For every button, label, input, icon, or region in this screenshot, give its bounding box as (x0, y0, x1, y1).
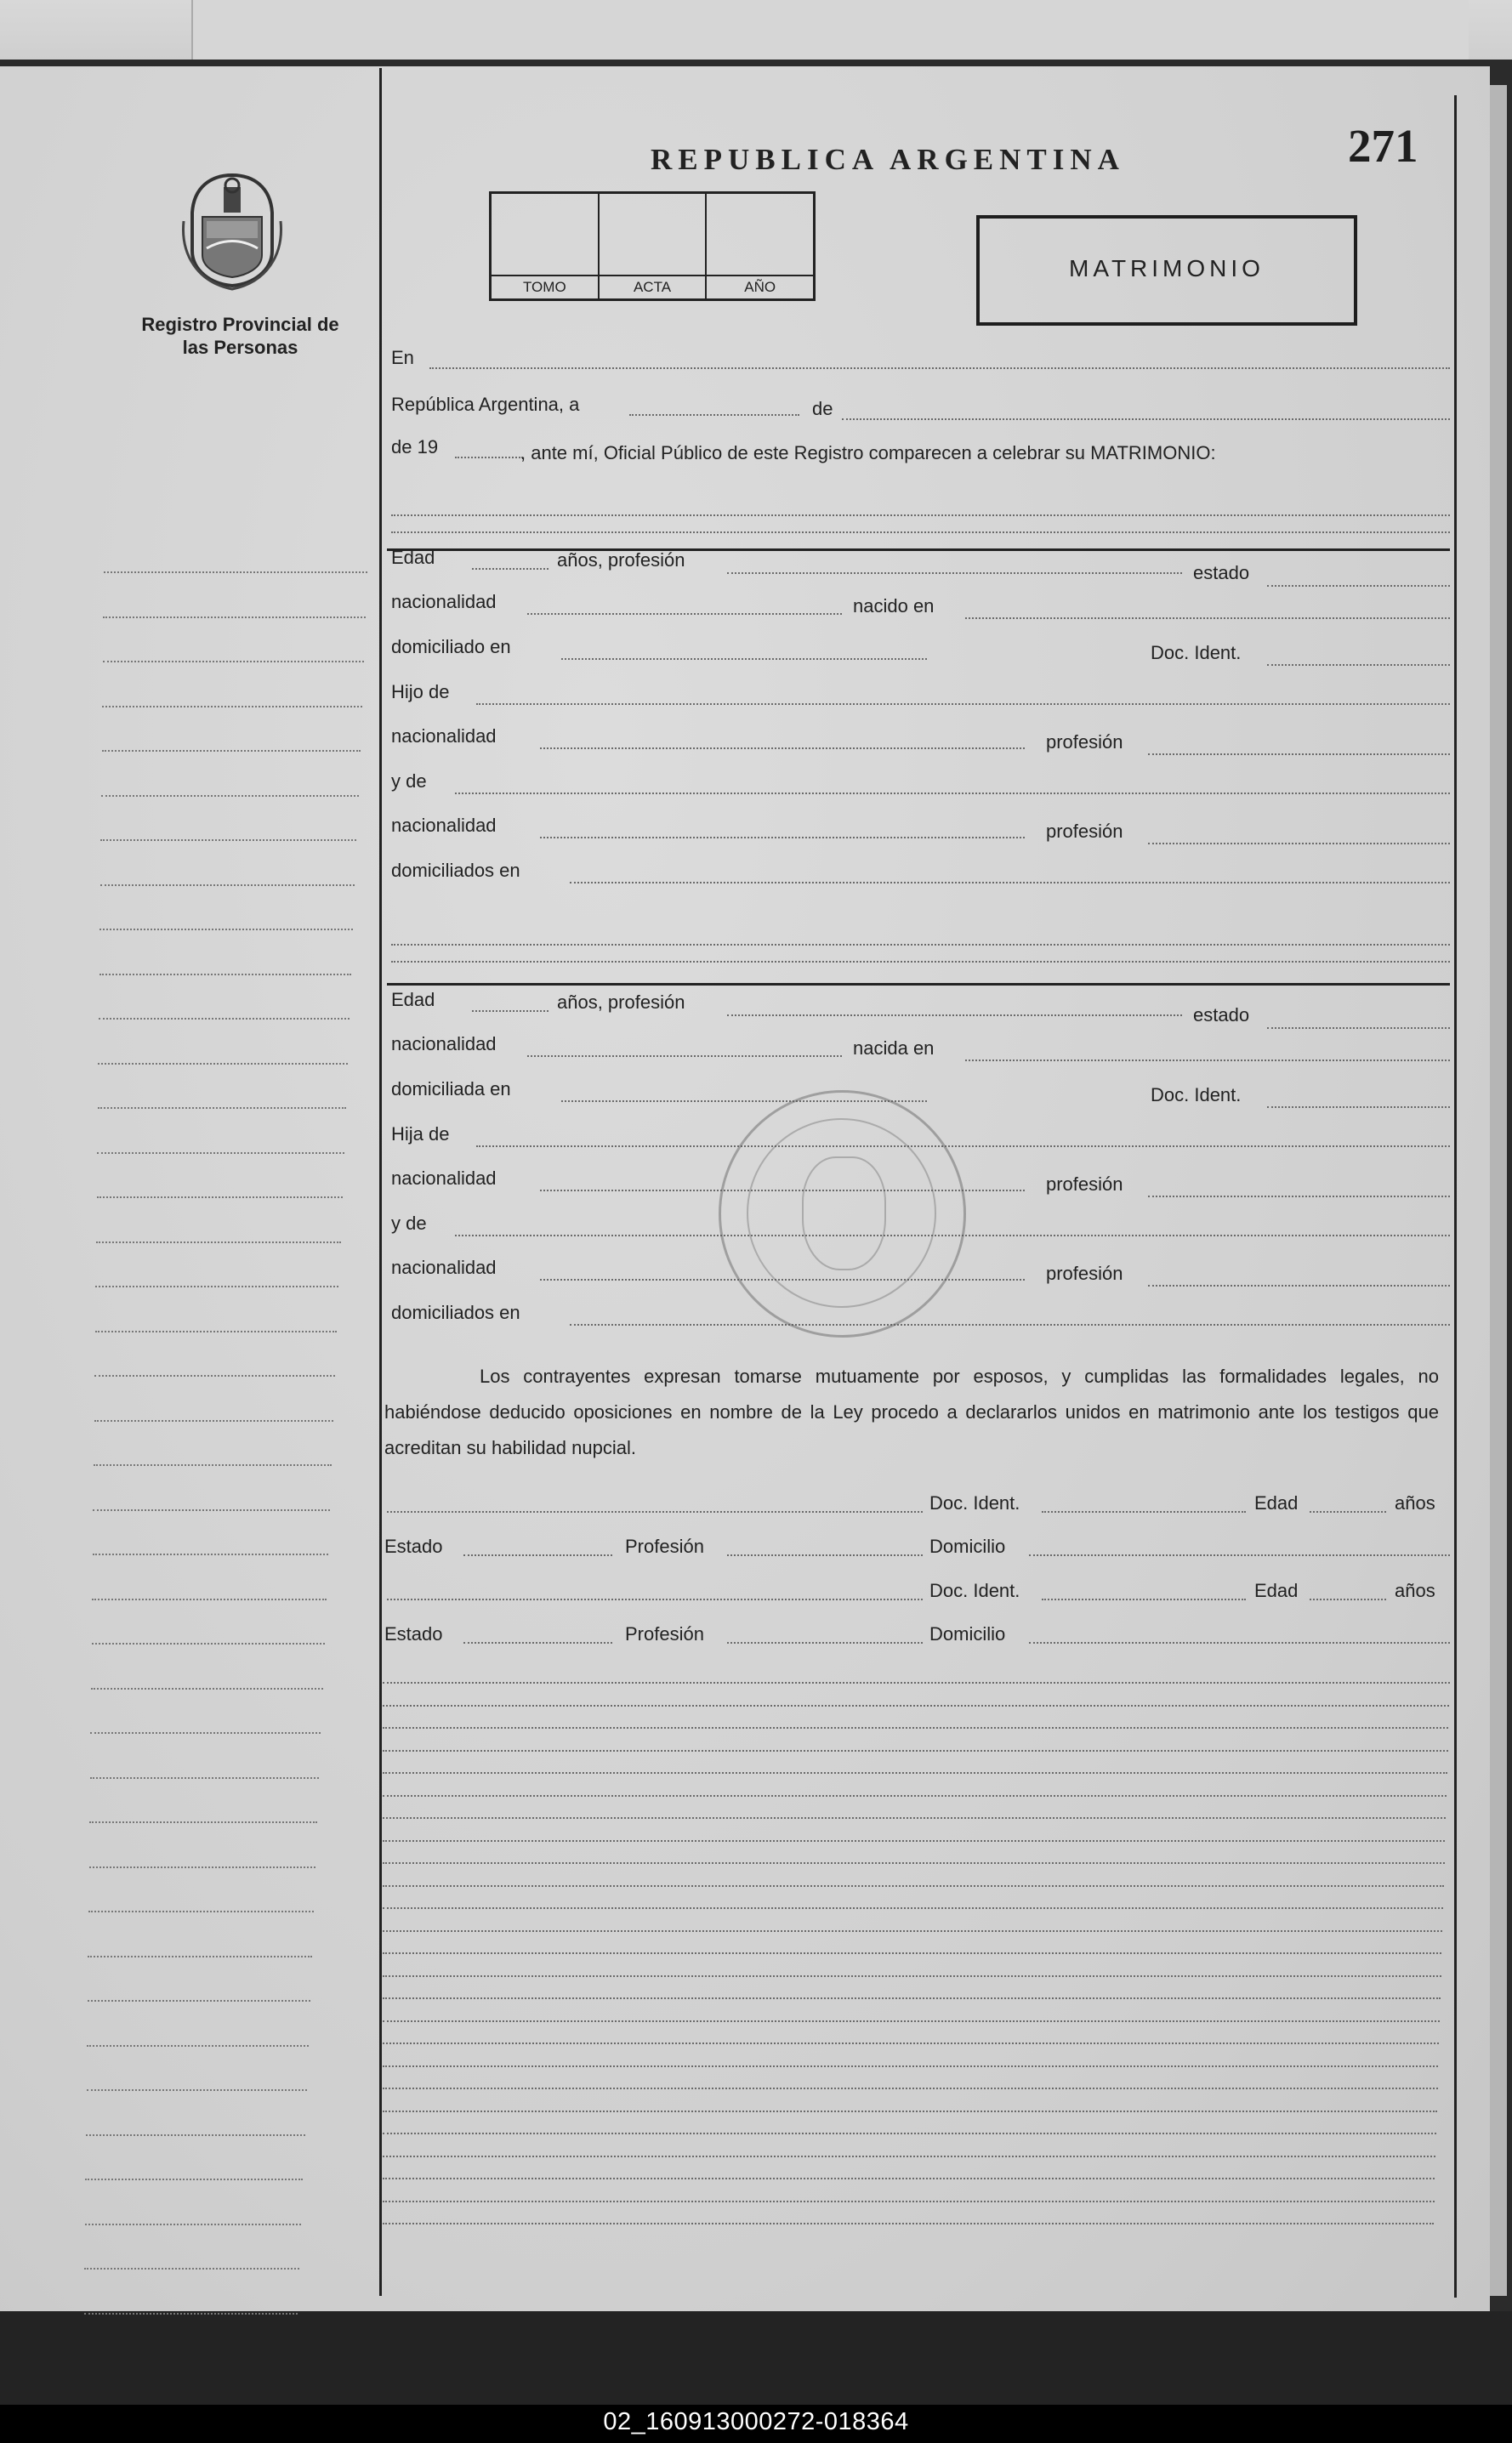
witness-2-domicilio-label: Domicilio (929, 1623, 1006, 1645)
blank-entry-line[interactable] (383, 1862, 1445, 1864)
groom-field-8[interactable] (527, 613, 842, 615)
margin-note-line[interactable] (99, 974, 352, 975)
witness-1-estado-field[interactable] (463, 1554, 612, 1556)
intro-place-field[interactable] (429, 367, 1450, 369)
folio-number: 271 (1348, 120, 1418, 172)
witness-1-domicilio-field[interactable] (1029, 1554, 1450, 1556)
bride-label-nacionalidad: nacionalidad (391, 1033, 497, 1054)
margin-note-line[interactable] (92, 1599, 327, 1600)
intro-date-label: República Argentina, a (391, 394, 580, 415)
margin-note-line[interactable] (94, 1375, 335, 1377)
margin-note-line[interactable] (98, 1107, 346, 1109)
groom-label-nacionalidad: nacionalidad (391, 591, 497, 612)
margin-note-line[interactable] (88, 1911, 314, 1912)
bride-label-anos-profesion: años, profesión (557, 991, 685, 1013)
groom-label-doc-ident: Doc. Ident. (1151, 642, 1242, 663)
margin-note-line[interactable] (84, 2313, 298, 2315)
groom-field-24[interactable] (540, 837, 1025, 838)
bride-label-profesion-1: profesión (1046, 1173, 1123, 1195)
intro-year-field[interactable] (455, 457, 523, 458)
stamp-emblem-icon (802, 1156, 886, 1270)
witness-1-edad-field[interactable] (1310, 1511, 1386, 1513)
intro-year-label: de 19 (391, 436, 439, 457)
margin-note-line[interactable] (85, 2179, 303, 2180)
groom-field-18[interactable] (540, 747, 1025, 749)
right-border-line (1454, 95, 1457, 2298)
blank-entry-line[interactable] (383, 1705, 1449, 1707)
bottom-background (0, 2311, 1512, 2405)
witness-1-estado-label: Estado (384, 1536, 443, 1557)
blank-entry-line[interactable] (383, 1682, 1450, 1684)
bride-field-8[interactable] (527, 1055, 842, 1057)
registry-stamp (719, 1090, 966, 1338)
witness-2-edad-label: Edad (1254, 1580, 1299, 1601)
blank-entry-line[interactable] (383, 2156, 1435, 2157)
blank-entry-line[interactable] (383, 1840, 1445, 1842)
blank-entry-line[interactable] (383, 1907, 1443, 1909)
bride-label-domiciliados-en: domiciliados en (391, 1302, 520, 1323)
blank-entry-line[interactable] (383, 1997, 1441, 1999)
intro-en-label: En (391, 347, 414, 368)
witness-2-estado-label: Estado (384, 1623, 443, 1645)
ano-label: AÑO (707, 275, 813, 298)
intro-extra-line-2[interactable] (391, 531, 1450, 533)
margin-note-line[interactable] (89, 1866, 316, 1868)
declaration-paragraph (384, 1359, 1439, 1466)
bride-field-26[interactable] (1148, 1285, 1450, 1287)
margin-note-line[interactable] (100, 839, 356, 841)
groom-label-profesion-1: profesión (1046, 731, 1123, 753)
intro-day-field[interactable] (629, 414, 799, 416)
margin-note-line[interactable] (101, 795, 359, 797)
groom-label-domiciliados-en: domiciliados en (391, 860, 520, 881)
margin-note-line[interactable] (85, 2224, 302, 2225)
bride-label-hija-de: Hija de (391, 1123, 450, 1145)
bride-field-10[interactable] (965, 1060, 1450, 1061)
bride-label-nacionalidad-3: nacionalidad (391, 1257, 497, 1278)
margin-note-line[interactable] (97, 1196, 343, 1198)
register-reference-box (489, 191, 816, 301)
margin-note-line[interactable] (102, 706, 362, 707)
bride-field-2[interactable] (472, 1010, 549, 1012)
witness-2-doc-field[interactable] (1042, 1599, 1246, 1600)
margin-note-line[interactable] (88, 1956, 312, 1957)
witness-1-domicilio-label: Domicilio (929, 1536, 1006, 1557)
ano-cell[interactable] (707, 194, 813, 298)
blank-entry-line[interactable] (383, 1952, 1441, 1954)
witness-2-doc-label: Doc. Ident. (929, 1580, 1020, 1601)
bride-label-y-de: y de (391, 1213, 427, 1234)
witness-2-edad-field[interactable] (1310, 1599, 1386, 1600)
margin-note-line[interactable] (95, 1331, 338, 1332)
groom-label-estado: estado (1193, 562, 1250, 583)
blank-entry-line[interactable] (383, 2201, 1435, 2202)
intro-month-field[interactable] (842, 418, 1450, 420)
groom-label-y-de: y de (391, 770, 427, 792)
intro-statement: , ante mí, Oficial Público de este Registro comparecen a celebrar su MATRIMONIO: (520, 442, 1216, 463)
intro-de-label: de (812, 398, 833, 419)
blank-entry-line[interactable] (383, 1975, 1441, 1977)
country-title: REPUBLICA ARGENTINA (651, 143, 1125, 176)
tomo-cell[interactable] (492, 194, 600, 298)
margin-note-line[interactable] (86, 2134, 305, 2136)
blank-entry-line[interactable] (383, 1817, 1446, 1819)
margin-note-line[interactable] (97, 1152, 344, 1154)
blank-entry-line[interactable] (383, 2223, 1434, 2224)
groom-label-nacionalidad-3: nacionalidad (391, 815, 497, 836)
declaration-text: Los contrayentes expresan tomarse mutuamente por esposos, y cumplidas las formalidades legales, no habiéndose deducido oposiciones en nombre de la Ley procedo a declararlos unidos en matrimonio ante los testigos que acreditan su habilidad nupcial. (384, 1366, 1439, 1458)
blank-entry-line[interactable] (383, 2088, 1438, 2089)
tomo-label: TOMO (492, 275, 598, 298)
groom-field-2[interactable] (472, 568, 549, 570)
groom-label-nacionalidad-2: nacionalidad (391, 725, 497, 747)
margin-note-line[interactable] (93, 1509, 330, 1511)
act-type-label: MATRIMONIO (1069, 255, 1265, 281)
bride-label-estado: estado (1193, 1004, 1250, 1025)
provincial-seal-icon (177, 170, 287, 291)
groom-field-28[interactable] (570, 882, 1450, 883)
margin-note-line[interactable] (94, 1420, 334, 1422)
margin-note-line[interactable] (100, 884, 355, 886)
blank-entry-line[interactable] (383, 1885, 1444, 1887)
bride-field-14[interactable] (1267, 1106, 1450, 1108)
underlying-sheet (191, 0, 1469, 60)
institution-name: Registro Provincial de las Personas (141, 314, 339, 358)
blank-entry-line[interactable] (383, 1750, 1448, 1752)
groom-field-20[interactable] (1148, 753, 1450, 755)
bride-label-domiciliada-en: domiciliada en (391, 1078, 511, 1099)
margin-note-line[interactable] (89, 1821, 317, 1823)
groom-label-hijo-de: Hijo de (391, 681, 450, 702)
groom-field-6[interactable] (1267, 585, 1450, 587)
groom-label-profesion-2: profesión (1046, 821, 1123, 842)
margin-note-line[interactable] (103, 616, 366, 618)
witness-2-name-field[interactable] (387, 1599, 923, 1600)
groom-label-edad: Edad (391, 547, 435, 568)
blank-entry-line[interactable] (383, 2020, 1440, 2022)
bride-label-edad: Edad (391, 989, 435, 1010)
groom-label-nacido-en: nacido en (853, 595, 935, 616)
margin-note-line[interactable] (102, 750, 361, 752)
bride-label-doc-ident: Doc. Ident. (1151, 1084, 1242, 1105)
blank-entry-line[interactable] (383, 1795, 1447, 1797)
witness-2-profesion-label: Profesión (625, 1623, 704, 1645)
groom-extra-line[interactable] (391, 944, 1450, 946)
groom-field-12[interactable] (561, 658, 927, 660)
margin-note-line[interactable] (87, 2089, 307, 2091)
groom-field-14[interactable] (1267, 664, 1450, 666)
groom-field-4[interactable] (727, 572, 1182, 574)
witness-1-doc-field[interactable] (1042, 1511, 1246, 1513)
margin-note-line[interactable] (88, 2000, 310, 2002)
blank-entry-line[interactable] (383, 2111, 1437, 2112)
blank-entry-line[interactable] (383, 2042, 1439, 2044)
witness-1-edad-label: Edad (1254, 1492, 1299, 1514)
left-column-divider (379, 68, 382, 2296)
bride-field-6[interactable] (1267, 1027, 1450, 1029)
margin-note-line[interactable] (91, 1688, 323, 1690)
intro-extra-line[interactable] (391, 514, 1450, 516)
bride-field-4[interactable] (727, 1014, 1182, 1016)
bride-label-profesion-2: profesión (1046, 1263, 1123, 1284)
margin-note-line[interactable] (99, 929, 353, 930)
blank-entry-line[interactable] (383, 2178, 1435, 2179)
groom-label-anos-profesion: años, profesión (557, 549, 685, 571)
margin-note-line[interactable] (87, 2045, 309, 2047)
margin-note-line[interactable] (95, 1286, 338, 1287)
groom-field-22[interactable] (455, 793, 1450, 794)
acta-cell[interactable] (600, 194, 708, 298)
witness-1-doc-label: Doc. Ident. (929, 1492, 1020, 1514)
act-type-box (976, 215, 1357, 326)
margin-note-line[interactable] (96, 1241, 341, 1243)
page-edge (1490, 85, 1507, 2296)
bride-field-28[interactable] (570, 1324, 1450, 1326)
bride-label-nacida-en: nacida en (853, 1037, 935, 1059)
acta-label: ACTA (600, 275, 706, 298)
bride-section-rule (387, 983, 1450, 986)
witness-1-profesion-field[interactable] (727, 1554, 923, 1556)
blank-entry-line[interactable] (383, 1727, 1448, 1729)
witness-2-profesion-field[interactable] (727, 1642, 923, 1644)
margin-note-line[interactable] (103, 661, 364, 662)
margin-note-line[interactable] (98, 1063, 348, 1065)
blank-entry-line[interactable] (383, 1930, 1442, 1932)
margin-note-line[interactable] (94, 1464, 332, 1466)
margin-note-line[interactable] (90, 1732, 321, 1734)
groom-field-10[interactable] (965, 617, 1450, 619)
witness-1-anos-label: años (1395, 1492, 1435, 1514)
groom-field-26[interactable] (1148, 843, 1450, 844)
groom-label-domiciliado-en: domiciliado en (391, 636, 511, 657)
bride-field-16[interactable] (476, 1145, 1450, 1147)
blank-entry-line[interactable] (383, 2065, 1438, 2067)
image-caption: 02_160913000272-018364 (603, 2408, 909, 2435)
margin-note-line[interactable] (104, 571, 367, 573)
groom-section-rule (387, 548, 1450, 551)
witness-1-name-field[interactable] (387, 1511, 923, 1513)
margin-note-line[interactable] (92, 1643, 325, 1645)
page-top-strip (0, 0, 1512, 60)
blank-entry-line[interactable] (383, 1772, 1447, 1774)
witness-1-profesion-label: Profesión (625, 1536, 704, 1557)
margin-note-line[interactable] (93, 1554, 328, 1555)
witness-2-anos-label: años (1395, 1580, 1435, 1601)
groom-extra-line-2[interactable] (391, 961, 1450, 963)
margin-note-line[interactable] (99, 1018, 350, 1020)
witness-2-estado-field[interactable] (463, 1642, 612, 1644)
bride-field-20[interactable] (1148, 1196, 1450, 1197)
witness-2-domicilio-field[interactable] (1029, 1642, 1450, 1644)
bride-label-nacionalidad-2: nacionalidad (391, 1168, 497, 1189)
margin-note-line[interactable] (84, 2268, 299, 2270)
groom-field-16[interactable] (476, 703, 1450, 705)
blank-entry-line[interactable] (383, 2133, 1436, 2134)
margin-note-line[interactable] (90, 1777, 320, 1779)
